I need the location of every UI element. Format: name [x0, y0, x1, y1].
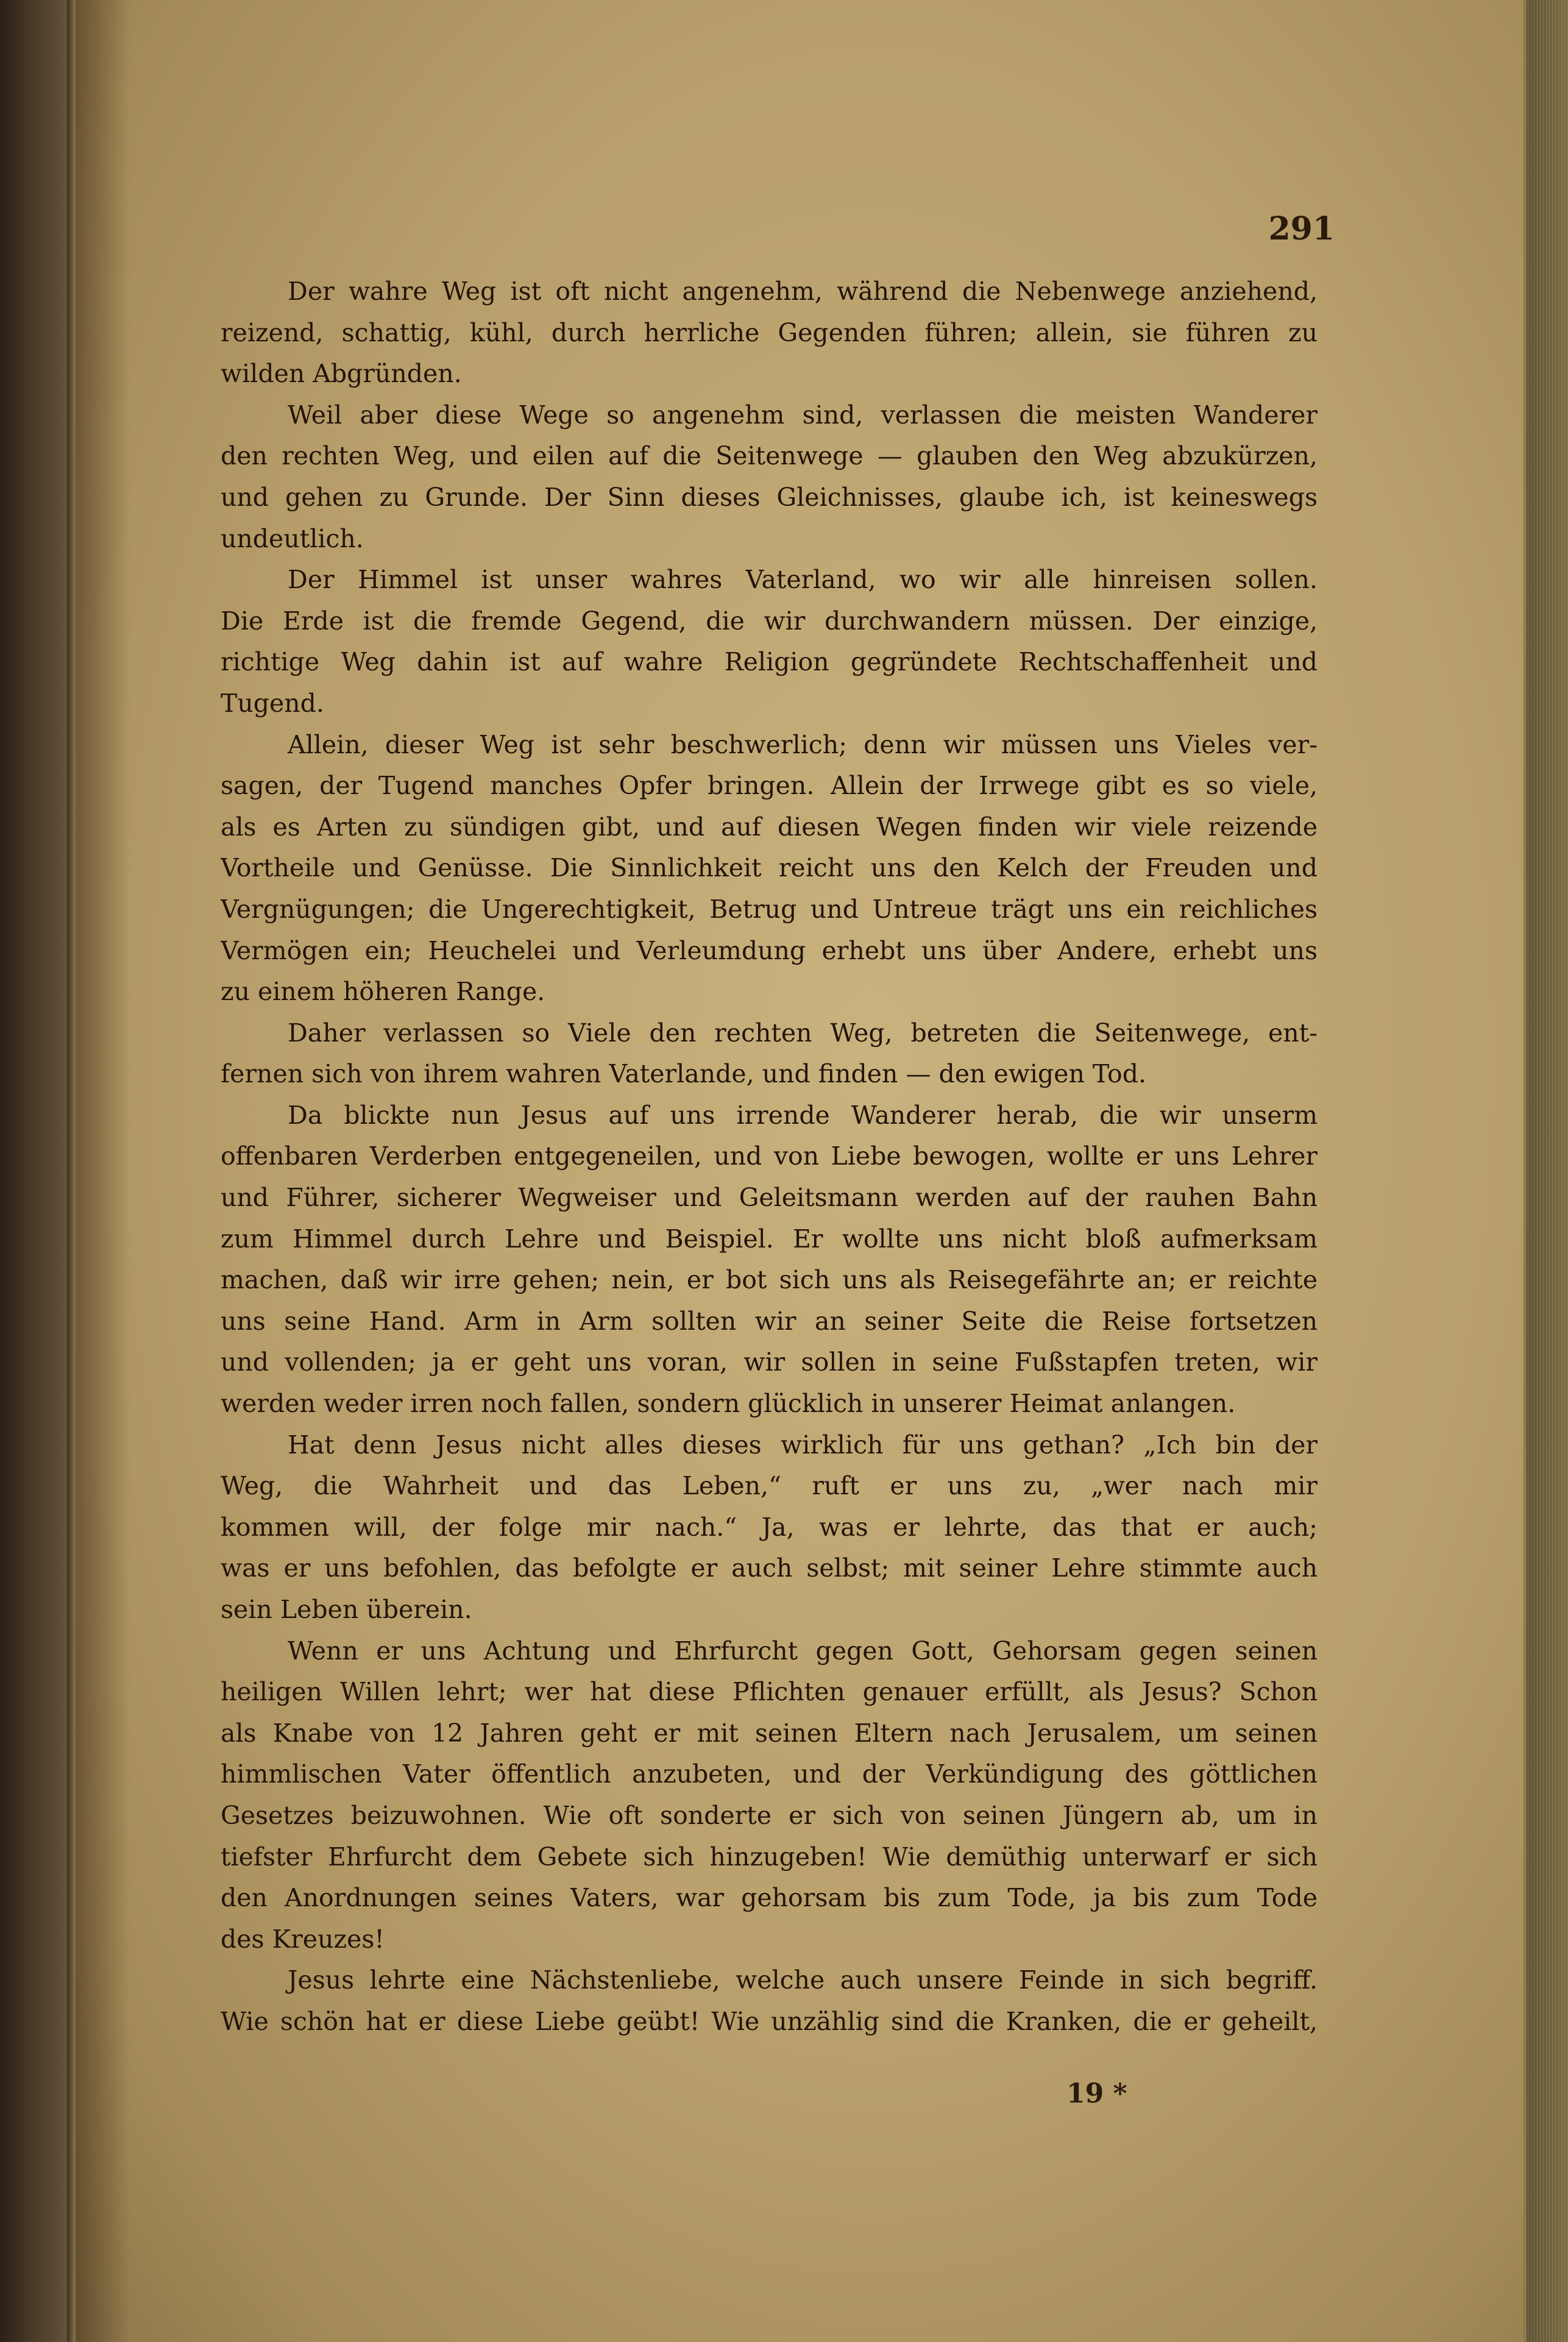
text-line: offenbaren Verderben entgegeneilen, und von Liebe bewogen, wollte er uns Lehrer — [221, 1141, 1318, 1171]
text-line: wilden Abgründen. — [221, 359, 462, 389]
text-line: zu einem höheren Range. — [221, 977, 545, 1007]
text-line: Allein, dieser Weg ist sehr beschwerlich; denn wir müssen uns Vieles ver- — [288, 729, 1318, 759]
text-line: tiefster Ehrfurcht dem Gebete sich hinzugeben! Wie demüthig unterwarf er sich — [221, 1842, 1318, 1872]
text-line: sagen, der Tugend manches Opfer bringen. Allein der Irrwege gibt es so viele, — [221, 771, 1318, 801]
text-line: was er uns befohlen, das befolgte er auch selbst; mit seiner Lehre stimmte auch — [221, 1553, 1318, 1583]
text-line: reizend, schattig, kühl, durch herrliche Gegenden führen; allein, sie führen zu — [221, 318, 1318, 347]
text-line: Vortheile und Genüsse. Die Sinnlichkeit reicht uns den Kelch der Freuden und — [221, 853, 1318, 883]
text-line: den rechten Weg, und eilen auf die Seitenwege — glauben den Weg abzukürzen, — [221, 441, 1318, 471]
text-line: und gehen zu Grunde. Der Sinn dieses Gleichnisses, glaube ich, ist keineswegs — [221, 482, 1318, 512]
body-text — [221, 271, 1318, 2043]
text-line: himmlischen Vater öffentlich anzubeten, und der Verkündigung des göttlichen — [221, 1759, 1318, 1789]
text-line: zum Himmel durch Lehre und Beispiel. Er wollte uns nicht bloß aufmerksam — [221, 1224, 1318, 1254]
text-line: Der wahre Weg ist oft nicht angenehm, während die Nebenwege anziehend, — [288, 277, 1318, 306]
text-line: kommen will, der folge mir nach.“ Ja, was er lehrte, das that er auch; — [221, 1512, 1318, 1542]
printer-signature-mark: 19 * — [1066, 2078, 1127, 2109]
text-line: und Führer, sicherer Wegweiser und Geleitsmann werden auf der rauhen Bahn — [221, 1183, 1318, 1213]
page-gutter-shadow — [76, 0, 130, 2342]
text-line: Weil aber diese Wege so angenehm sind, verlassen die meisten Wanderer — [288, 400, 1318, 430]
book-cover-edge — [0, 0, 73, 2342]
text-line: des Kreuzes! — [221, 1924, 385, 1954]
text-line: den Anordnungen seines Vaters, war gehorsam bis zum Tode, ja bis zum Tode — [221, 1883, 1318, 1913]
text-line: richtige Weg dahin ist auf wahre Religion gegründete Rechtschaffenheit und — [221, 647, 1318, 677]
text-line: Da blickte nun Jesus auf uns irrende Wanderer herab, die wir unserm — [288, 1100, 1318, 1130]
text-line: werden weder irren noch fallen, sondern glücklich in unserer Heimat anlangen. — [221, 1389, 1236, 1419]
text-line: Jesus lehrte eine Nächstenliebe, welche auch unsere Feinde in sich begriff. — [288, 1965, 1318, 1995]
text-line: heiligen Willen lehrt; wer hat diese Pflichten genauer erfüllt, als Jesus? Schon — [221, 1677, 1318, 1707]
text-line: fernen sich von ihrem wahren Vaterlande, und finden — den ewigen Tod. — [221, 1059, 1147, 1089]
text-line: Wie schön hat er diese Liebe geübt! Wie unzählig sind die Kranken, die er geheilt, — [221, 2006, 1318, 2036]
text-line: Der Himmel ist unser wahres Vaterland, wo wir alle hinreisen sollen. — [288, 565, 1318, 595]
text-line: und vollenden; ja er geht uns voran, wir sollen in seine Fußstapfen treten, wir — [221, 1347, 1318, 1377]
text-line: Weg, die Wahrheit und das Leben,“ ruft er uns zu, „wer nach mir — [221, 1471, 1318, 1501]
text-line: als Knabe von 12 Jahren geht er mit seinen Eltern nach Jerusalem, um seinen — [221, 1718, 1318, 1748]
text-line: undeutlich. — [221, 523, 364, 553]
text-line: als es Arten zu sündigen gibt, und auf diesen Wegen finden wir viele reizende — [221, 812, 1318, 842]
text-line: Wenn er uns Achtung und Ehrfurcht gegen Gott, Gehorsam gegen seinen — [288, 1636, 1318, 1666]
page-number: 291 — [1268, 210, 1335, 247]
text-line: Hat denn Jesus nicht alles dieses wirklich für uns gethan? „Ich bin der — [288, 1430, 1318, 1460]
text-line: Vermögen ein; Heuchelei und Verleumdung erhebt uns über Andere, erhebt uns — [221, 935, 1318, 965]
text-line: Vergnügungen; die Ungerechtigkeit, Betrug und Untreue trägt uns ein reichliches — [221, 894, 1318, 924]
text-line: uns seine Hand. Arm in Arm sollten wir an seiner Seite die Reise fortsetzen — [221, 1306, 1318, 1336]
book-spine-edge — [67, 0, 76, 2342]
text-line: Tugend. — [221, 688, 324, 718]
text-line: Gesetzes beizuwohnen. Wie oft sonderte er sich von seinen Jüngern ab, um in — [221, 1800, 1318, 1830]
text-line: Daher verlassen so Viele den rechten Weg, betreten die Seitenwege, ent- — [288, 1018, 1318, 1048]
text-line: sein Leben überein. — [221, 1595, 472, 1624]
page-stack-shadow — [1527, 0, 1568, 2342]
text-line: Die Erde ist die fremde Gegend, die wir durchwandern müssen. Der einzige, — [221, 606, 1318, 636]
text-line: machen, daß wir irre gehen; nein, er bot sich uns als Reisegefährte an; er reichte — [221, 1265, 1318, 1295]
